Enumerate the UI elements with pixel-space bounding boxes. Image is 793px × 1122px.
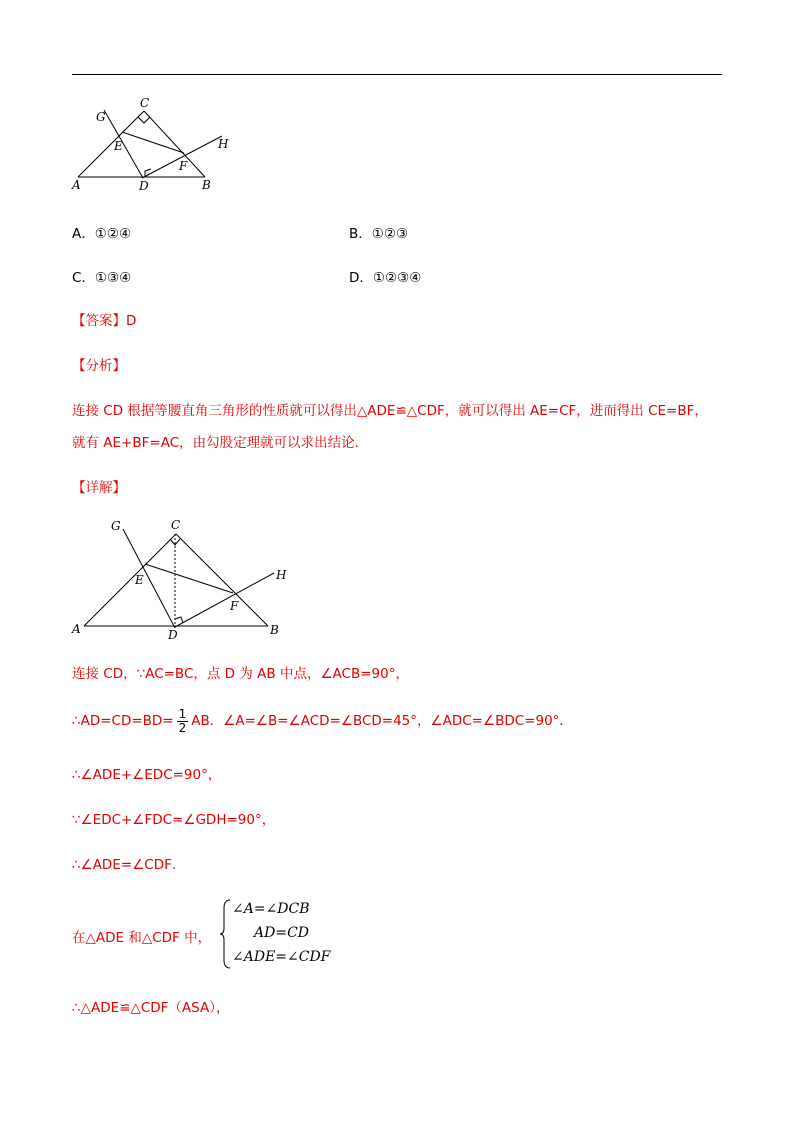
step2-suffix: AB．∠A=∠B=∠ACD=∠BCD=45°，∠ADC=∠BDC=90°．: [191, 713, 573, 729]
header-rule: [72, 74, 722, 75]
label-A: A: [72, 178, 81, 192]
label-G: G: [96, 110, 106, 124]
fraction-denominator: 2: [178, 720, 187, 735]
label-A: A: [72, 622, 81, 636]
condition-3: ∠ADE=∠CDF: [232, 949, 331, 965]
label-H: H: [276, 568, 287, 582]
label-G: G: [111, 519, 121, 533]
label-E: E: [135, 573, 144, 587]
option-b[interactable]: B．①②③: [349, 226, 409, 242]
answer-tag: 【答案】: [72, 313, 126, 329]
label-C: C: [171, 518, 181, 532]
label-D: D: [168, 628, 178, 642]
detail-step-2: [72, 706, 573, 736]
label-B: B: [270, 623, 279, 637]
answer-value: D: [126, 313, 137, 329]
detail-step-6-lead: 在△ADE 和△CDF 中，: [72, 930, 212, 946]
step2-prefix: ∴AD=CD=BD=: [72, 713, 174, 729]
fraction-numerator: 1: [178, 706, 187, 721]
answer-line: [72, 312, 136, 330]
detail-tag: 【详解】: [72, 480, 126, 496]
analysis-line-2: 就有 AE+BF=AC，由勾股定理就可以求出结论．: [72, 435, 369, 451]
label-E: E: [114, 139, 123, 153]
geometry-figure-2: [68, 515, 300, 645]
condition-2: AD=CD: [254, 925, 310, 941]
label-F: F: [230, 599, 239, 613]
analysis-tag: 【分析】: [72, 358, 126, 374]
detail-step-5: ∴∠ADE=∠CDF．: [72, 857, 186, 873]
label-C: C: [140, 96, 150, 110]
detail-step-3: ∴∠ADE+∠EDC=90°，: [72, 767, 222, 783]
label-F: F: [179, 159, 188, 173]
option-d[interactable]: D．①②③④: [349, 270, 422, 286]
label-H: H: [218, 137, 229, 151]
condition-1: ∠A=∠DCB: [232, 901, 310, 917]
label-B: B: [202, 178, 211, 192]
analysis-line-1: 连接 CD 根据等腰直角三角形的性质就可以得出△ADE≌△CDF，就可以得出 AE=CF，进而得出 CE=BF，: [72, 403, 708, 419]
detail-step-1: 连接 CD，∵AC=BC，点 D 为 AB 中点，∠ACB=90°，: [72, 666, 409, 682]
left-brace-icon: [220, 898, 232, 970]
label-D: D: [139, 179, 149, 193]
one-half-fraction: [177, 708, 189, 735]
detail-step-7: ∴△ADE≌△CDF（ASA），: [72, 1000, 230, 1016]
detail-step-4: ∵∠EDC+∠FDC=∠GDH=90°，: [72, 812, 276, 828]
option-a[interactable]: A．①②④: [72, 226, 132, 242]
geometry-figure-1: [70, 95, 240, 195]
option-c[interactable]: C．①③④: [72, 270, 132, 286]
